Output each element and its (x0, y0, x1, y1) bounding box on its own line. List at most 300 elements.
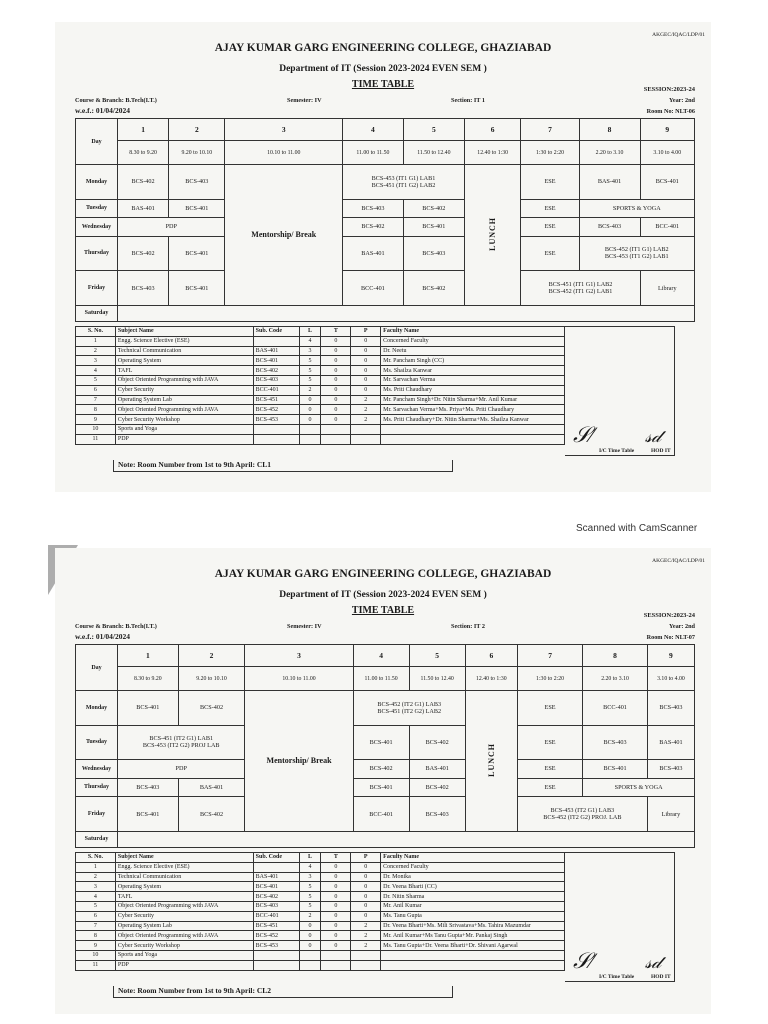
subject-code (253, 960, 299, 970)
column-header: Faculty Name (381, 853, 565, 863)
lecture-count: 5 (299, 882, 321, 892)
subject-code: BCS-452 (253, 405, 299, 415)
lecture-count (299, 424, 321, 434)
period-cell: BCS-403 (118, 778, 179, 796)
tutorial-count: 0 (321, 395, 351, 405)
period-cell: BCC-401 (640, 218, 694, 236)
column-header: Sub. Code (253, 327, 299, 337)
faculty-name: Mr. Anil Kumar (381, 901, 565, 911)
table-row (76, 931, 565, 941)
column-header: Subject Name (115, 853, 253, 863)
year-label: Year: 2nd (669, 97, 695, 104)
day-name: Saturday (76, 831, 118, 847)
practical-count: 2 (351, 405, 381, 415)
serial-number: 3 (76, 356, 116, 366)
day-row-thursday (76, 236, 695, 271)
lecture-count: 4 (299, 862, 321, 872)
period-cell: BCS-402 (409, 725, 465, 760)
practical-count: 0 (351, 375, 381, 385)
serial-number: 1 (76, 336, 116, 346)
table-row (76, 415, 565, 425)
table-row (76, 862, 565, 872)
period-cell: ESE (517, 691, 582, 726)
column-header: Subject Name (115, 327, 253, 337)
faculty-name: Ms. Priti Chaudhary (381, 385, 565, 395)
serial-number: 9 (76, 415, 116, 425)
period-cell: Library (647, 797, 694, 832)
slot-number: 9 (640, 119, 694, 141)
subject-code (253, 950, 299, 960)
serial-number: 2 (76, 872, 116, 882)
period-cell: BCS-402 (403, 271, 464, 306)
faculty-name (381, 434, 565, 444)
tutorial-count: 0 (321, 872, 351, 882)
faculty-name: Dr. Veena Bharti+Ms. Mili Srivastava+Ms. Tahira Mazumdar (381, 921, 565, 931)
page-title: TIME TABLE (351, 79, 415, 90)
period-cell: BCS-403 (403, 236, 464, 271)
faculty-name: Ms. Tanu Gupta+Dr. Veena Bharti+Dr. Shivani Agarwal (381, 941, 565, 951)
subject-name: Operating System Lab (115, 921, 253, 931)
year-label: Year: 2nd (669, 623, 695, 630)
period-cell: BCS-402 (343, 218, 404, 236)
subject-name: Engg. Science Elective (ESE) (115, 862, 253, 872)
day-name: Monday (76, 691, 118, 726)
lecture-count: 2 (299, 911, 321, 921)
period-cell: Library (640, 271, 694, 306)
period-cell: BCC-401 (583, 691, 648, 726)
mentorship-break: Mentorship/ Break (245, 691, 353, 832)
serial-number: 1 (76, 862, 116, 872)
serial-number: 10 (76, 424, 116, 434)
column-header: S. No. (76, 853, 116, 863)
tutorial-count: 0 (321, 882, 351, 892)
practical-count: 0 (351, 901, 381, 911)
slot-time: 2.20 to 3.10 (579, 141, 640, 165)
period-cell: BCS-402 (118, 236, 169, 271)
subject-name: Object Oriented Programming with JAVA (115, 931, 253, 941)
empty-slot (118, 831, 695, 847)
subject-name: Object Oriented Programming with JAVA (115, 901, 253, 911)
subject-code: BCS-451 (253, 395, 299, 405)
course-branch: Course & Branch: B.Tech(I.T.) (75, 97, 157, 104)
document-code: AKGEC/IQAC/LDP/01 (652, 558, 705, 564)
college-name: AJAY KUMAR GARG ENGINEERING COLLEGE, GHAZIABAD (214, 42, 552, 54)
lecture-count (299, 434, 321, 444)
subject-name: Cyber Security (115, 911, 253, 921)
period-cell: BCS-401 (169, 236, 225, 271)
serial-number: 8 (76, 931, 116, 941)
practical-count: 2 (351, 415, 381, 425)
serial-number: 3 (76, 882, 116, 892)
practical-count: 0 (351, 346, 381, 356)
day-row-tuesday (76, 199, 695, 217)
slot-time: 8.30 to 9.20 (118, 141, 169, 165)
period-cell: ESE (517, 760, 582, 778)
slot-time-row (76, 141, 695, 165)
lecture-count: 2 (299, 385, 321, 395)
period-cell: BCS-403 (647, 691, 694, 726)
period-cell: ESE (517, 725, 582, 760)
subject-name: Operating System Lab (115, 395, 253, 405)
room-number: Room No: NLT-07 (646, 634, 695, 641)
period-cell: PDP (118, 760, 245, 778)
day-name: Thursday (76, 778, 118, 796)
slot-number: 1 (118, 645, 179, 667)
period-cell: BCS-402 (403, 199, 464, 217)
period-cell: BCS-452 (IT2 G1) LAB3 BCS-451 (IT2 G2) LAB2 (353, 691, 465, 726)
scanner-watermark: Scanned with CamScanner (576, 523, 698, 534)
lecture-count: 5 (299, 356, 321, 366)
timetable-incharge-signature: 𝒮⁄ (573, 422, 594, 447)
column-header: Sub. Code (253, 853, 299, 863)
period-cell: BAS-401 (647, 725, 694, 760)
faculty-name: Dr. Nitin Sharma (381, 892, 565, 902)
table-row (76, 901, 565, 911)
tutorial-count: 0 (321, 941, 351, 951)
department-title: Department of IT (Session 2023-2024 EVEN SEM ) (279, 64, 487, 74)
day-name: Wednesday (76, 760, 118, 778)
subject-code: BCS-403 (253, 901, 299, 911)
faculty-name (381, 424, 565, 434)
table-row (76, 911, 565, 921)
day-name: Saturday (76, 305, 118, 321)
table-row (76, 336, 565, 346)
subject-code: BCS-401 (253, 882, 299, 892)
practical-count: 0 (351, 356, 381, 366)
timetable-incharge-label: I/C Time Table (599, 448, 635, 454)
subject-code: BCS-402 (253, 366, 299, 376)
column-header: Faculty Name (381, 327, 565, 337)
hod-label: HOD IT (651, 974, 671, 980)
lecture-count (299, 960, 321, 970)
lunch-label: LUNCH (486, 742, 496, 777)
subject-code: BCS-453 (253, 941, 299, 951)
table-row (76, 892, 565, 902)
day-row-saturday (76, 305, 695, 321)
period-cell: PDP (118, 218, 225, 236)
subject-code: BCS-402 (253, 892, 299, 902)
faculty-name (381, 950, 565, 960)
period-cell: BAS-401 (178, 778, 245, 796)
day-name: Monday (76, 165, 118, 200)
period-cell: BCS-403 (409, 797, 465, 832)
table-row (76, 356, 565, 366)
subject-code: BAS-401 (253, 872, 299, 882)
department-title: Department of IT (Session 2023-2024 EVEN SEM ) (279, 590, 487, 600)
subject-name: Operating System (115, 356, 253, 366)
day-name: Friday (76, 797, 118, 832)
lunch-break (465, 691, 517, 832)
faculty-name: Dr. Neetu (381, 346, 565, 356)
subject-name: Technical Communication (115, 872, 253, 882)
table-row (76, 385, 565, 395)
timetable-grid (75, 118, 695, 322)
period-cell: BCS-453 (IT2 G1) LAB3 BCS-452 (IT2 G2) PROJ. LAB (517, 797, 647, 832)
period-cell: BCS-402 (118, 165, 169, 200)
column-header: P (351, 853, 381, 863)
slot-time: 12.40 to 1:30 (465, 667, 517, 691)
period-cell: SPORTS & YOGA (583, 778, 695, 796)
slot-time: 10.10 to 11.00 (225, 141, 343, 165)
period-cell: BCS-403 (579, 218, 640, 236)
serial-number: 11 (76, 960, 116, 970)
faculty-name: Mr. Pancham Singh+Dr. Nitin Sharma+Mr. Anil Kumar (381, 395, 565, 405)
tutorial-count: 0 (321, 931, 351, 941)
tutorial-count: 0 (321, 346, 351, 356)
room-note: Note: Room Number from 1st to 9th April: CL2 (113, 986, 453, 998)
tutorial-count: 0 (321, 921, 351, 931)
subject-code (253, 862, 299, 872)
practical-count: 2 (351, 921, 381, 931)
table-row (76, 950, 565, 960)
timetable-sheet-it1 (55, 22, 711, 492)
slot-number: 4 (343, 119, 404, 141)
serial-number: 4 (76, 366, 116, 376)
serial-number: 7 (76, 395, 116, 405)
period-cell: BCS-402 (409, 778, 465, 796)
day-header: Day (76, 645, 118, 691)
day-name: Friday (76, 271, 118, 306)
period-cell: BCS-451 (IT1 G1) LAB2 BCS-452 (IT1 G2) LAB1 (521, 271, 640, 306)
faculty-name: Dr. Monika (381, 872, 565, 882)
practical-count: 2 (351, 941, 381, 951)
day-row-thursday (76, 778, 695, 796)
subject-name: Sports and Yoga (115, 424, 253, 434)
serial-number: 4 (76, 892, 116, 902)
practical-count (351, 950, 381, 960)
slot-time: 10.10 to 11.00 (245, 667, 353, 691)
practical-count: 0 (351, 872, 381, 882)
subject-name: TAFL (115, 366, 253, 376)
subject-code: BCS-401 (253, 356, 299, 366)
subject-code (253, 434, 299, 444)
period-cell: BAS-401 (579, 165, 640, 200)
period-cell: BCS-401 (353, 778, 409, 796)
serial-number: 9 (76, 941, 116, 951)
period-cell: BCS-401 (118, 691, 179, 726)
slot-number-row (76, 645, 695, 667)
slot-time: 11.00 to 11.50 (343, 141, 404, 165)
slot-number: 1 (118, 119, 169, 141)
tutorial-count: 0 (321, 862, 351, 872)
practical-count: 0 (351, 882, 381, 892)
tutorial-count (321, 434, 351, 444)
semester-label: Semester: IV (287, 97, 322, 104)
slot-number: 9 (647, 645, 694, 667)
subject-code: BAS-401 (253, 346, 299, 356)
table-row (76, 872, 565, 882)
period-cell: BCS-401 (403, 218, 464, 236)
slot-number: 4 (353, 645, 409, 667)
subject-name: TAFL (115, 892, 253, 902)
serial-number: 11 (76, 434, 116, 444)
subject-name: Engg. Science Elective (ESE) (115, 336, 253, 346)
serial-number: 5 (76, 901, 116, 911)
document-code: AKGEC/IQAC/LDP/01 (652, 32, 705, 38)
period-cell: BCS-401 (169, 271, 225, 306)
subject-header-row (76, 853, 565, 863)
page-title: TIME TABLE (351, 605, 415, 616)
slot-time: 11.50 to 12.40 (403, 141, 464, 165)
tutorial-count: 0 (321, 366, 351, 376)
practical-count: 0 (351, 366, 381, 376)
period-cell: BCC-401 (353, 797, 409, 832)
lecture-count: 0 (299, 395, 321, 405)
slot-number: 3 (245, 645, 353, 667)
lecture-count: 5 (299, 366, 321, 376)
column-header: P (351, 327, 381, 337)
semester-label: Semester: IV (287, 623, 322, 630)
hod-label: HOD IT (651, 448, 671, 454)
practical-count (351, 434, 381, 444)
table-row (76, 960, 565, 970)
slot-time-row (76, 667, 695, 691)
day-header: Day (76, 119, 118, 165)
practical-count (351, 960, 381, 970)
lecture-count: 3 (299, 872, 321, 882)
timetable-sheet-it2 (55, 548, 711, 1014)
column-header: S. No. (76, 327, 116, 337)
table-row (76, 395, 565, 405)
practical-count: 0 (351, 892, 381, 902)
practical-count (351, 424, 381, 434)
slot-number: 8 (579, 119, 640, 141)
slot-number: 5 (403, 119, 464, 141)
subject-name: Technical Communication (115, 346, 253, 356)
day-row-friday (76, 797, 695, 832)
slot-number: 8 (583, 645, 648, 667)
table-row (76, 921, 565, 931)
table-row (76, 405, 565, 415)
slot-number: 7 (517, 645, 582, 667)
day-row-friday (76, 271, 695, 306)
lecture-count: 0 (299, 941, 321, 951)
faculty-name: Mr. Pancham Singh (CC) (381, 356, 565, 366)
period-cell: BAS-401 (409, 760, 465, 778)
slot-number: 3 (225, 119, 343, 141)
slot-time: 9.20 to 10.10 (169, 141, 225, 165)
table-row (76, 375, 565, 385)
slot-number: 2 (178, 645, 245, 667)
tutorial-count: 0 (321, 336, 351, 346)
slot-time: 3.10 to 4.00 (647, 667, 694, 691)
period-cell: BCS-403 (583, 725, 648, 760)
period-cell: ESE (521, 218, 579, 236)
slot-time: 12.40 to 1:30 (464, 141, 521, 165)
period-cell: ESE (521, 236, 579, 271)
tutorial-count (321, 424, 351, 434)
subject-code: BCS-452 (253, 931, 299, 941)
column-header: T (321, 853, 351, 863)
tutorial-count: 0 (321, 415, 351, 425)
period-cell: BCS-401 (353, 725, 409, 760)
day-row-wednesday (76, 218, 695, 236)
period-cell: BCS-402 (178, 797, 245, 832)
room-note: Note: Room Number from 1st to 9th April: CL1 (113, 460, 453, 472)
timetable-incharge-signature: 𝒮⁄ (573, 948, 594, 973)
faculty-name: Ms. Tanu Gupta (381, 911, 565, 921)
section-label: Section: IT 1 (451, 97, 485, 104)
college-name: AJAY KUMAR GARG ENGINEERING COLLEGE, GHAZIABAD (214, 568, 552, 580)
lecture-count: 0 (299, 921, 321, 931)
empty-slot (118, 305, 695, 321)
subject-name: PDP (115, 434, 253, 444)
subject-code: BCC-401 (253, 385, 299, 395)
lunch-break (464, 165, 521, 306)
table-row (76, 434, 565, 444)
day-row-saturday (76, 831, 695, 847)
subject-name: Cyber Security Workshop (115, 941, 253, 951)
period-cell: BCS-401 (118, 797, 179, 832)
day-name: Wednesday (76, 218, 118, 236)
table-row (76, 882, 565, 892)
faculty-name: Mr. Sarvachan Verma (381, 375, 565, 385)
mentorship-break: Mentorship/ Break (225, 165, 343, 306)
slot-time: 1:30 to 2:20 (521, 141, 579, 165)
subject-table (75, 326, 565, 445)
slot-number: 2 (169, 119, 225, 141)
subject-code: BCS-453 (253, 415, 299, 425)
table-row (76, 346, 565, 356)
section-label: Section: IT 2 (451, 623, 485, 630)
hod-signature: 𝓈𝒹 (645, 426, 661, 446)
subject-name: PDP (115, 960, 253, 970)
practical-count: 2 (351, 931, 381, 941)
session-label: SESSION:2023-24 (643, 612, 695, 619)
subject-name: Operating System (115, 882, 253, 892)
column-header: L (299, 853, 321, 863)
subject-code: BCC-401 (253, 911, 299, 921)
practical-count: 2 (351, 395, 381, 405)
subject-name: Cyber Security (115, 385, 253, 395)
lecture-count: 0 (299, 405, 321, 415)
period-cell: SPORTS & YOGA (579, 199, 694, 217)
effective-date: w.e.f.: 01/04/2024 (75, 632, 130, 641)
serial-number: 10 (76, 950, 116, 960)
practical-count: 0 (351, 385, 381, 395)
period-cell: ESE (521, 199, 579, 217)
session-label: SESSION:2023-24 (643, 86, 695, 93)
table-row (76, 424, 565, 434)
lunch-label: LUNCH (488, 216, 498, 251)
serial-number: 7 (76, 921, 116, 931)
timetable-incharge-label: I/C Time Table (599, 974, 635, 980)
table-row (76, 941, 565, 951)
period-cell: BCS-403 (647, 760, 694, 778)
day-row-tuesday (76, 725, 695, 760)
slot-time: 8.30 to 9.20 (118, 667, 179, 691)
lecture-count: 5 (299, 901, 321, 911)
faculty-name: Concerned Faculty (381, 336, 565, 346)
period-cell: BCS-401 (169, 199, 225, 217)
slot-number-row (76, 119, 695, 141)
slot-number: 6 (465, 645, 517, 667)
practical-count: 0 (351, 862, 381, 872)
period-cell: BCC-401 (343, 271, 404, 306)
faculty-name: Mr. Anil Kumar+Ms Tanu Gupta+Mr. Pankaj Singh (381, 931, 565, 941)
tutorial-count: 0 (321, 911, 351, 921)
slot-time: 2.20 to 3.10 (583, 667, 648, 691)
subject-code (253, 336, 299, 346)
period-cell: ESE (517, 778, 582, 796)
subject-name: Object Oriented Programming with JAVA (115, 405, 253, 415)
period-cell: BCS-402 (353, 760, 409, 778)
faculty-name: Mr. Sarvachan Verma+Ms. Priya+Ms. Priti Chaudhary (381, 405, 565, 415)
subject-table (75, 852, 565, 971)
period-cell: BCS-402 (178, 691, 245, 726)
lecture-count: 5 (299, 892, 321, 902)
tutorial-count: 0 (321, 356, 351, 366)
